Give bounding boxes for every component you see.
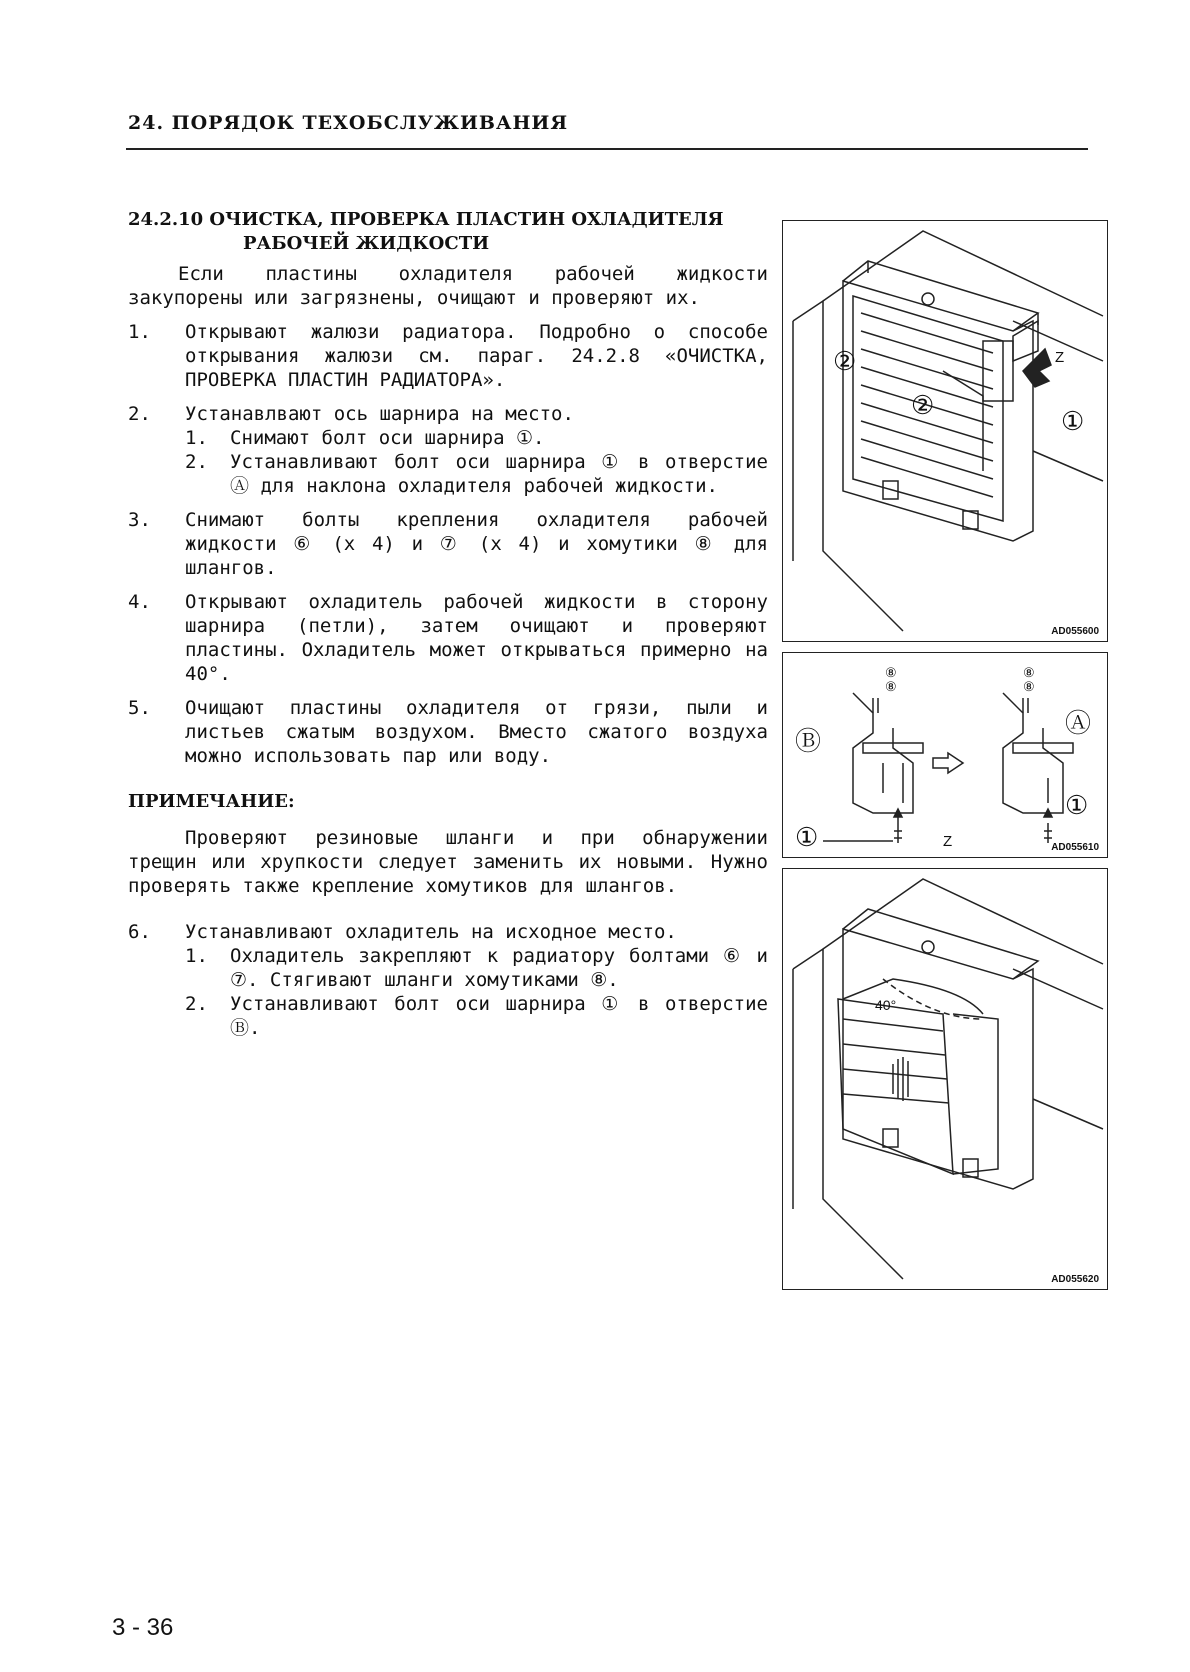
substep-item: [185, 944, 768, 992]
substep-text: Устанавливают болт оси шарнира ① в отверстие Ⓐ для наклона охладителя рабочей жидкости.: [230, 451, 768, 497]
substep-item: [185, 992, 768, 1040]
header-rule: [126, 148, 1088, 150]
substep-number: 1.: [185, 945, 208, 967]
substep-text: Охладитель закрепляют к радиатору болтами ⑥ и ⑦. Стягивают шланги хомутиками ⑧.: [230, 945, 768, 991]
step-text: Снимают болты крепления охладителя рабочей жидкости ⑥ (х 4) и ⑦ (х 4) и хомутики ⑧ для шлангов.: [185, 509, 768, 579]
washer-callout: ⑧: [885, 680, 897, 695]
substep-number: 2.: [185, 993, 208, 1015]
step-item: [128, 590, 768, 686]
callout-1-right: ①: [1065, 791, 1089, 821]
callout-2-center: ②: [911, 391, 935, 421]
step-number: 3.: [128, 509, 151, 531]
step-item: [128, 402, 768, 498]
step-text: Открывают охладитель рабочей жидкости в сторону шарнира (петли), затем очищают и проверяют пластины. Охладитель может открываться примерно на 40°.: [185, 591, 768, 685]
step-number: 1.: [128, 321, 151, 343]
section-title-line2: РАБОЧЕЙ ЖИДКОСТИ: [243, 233, 490, 254]
figure-1-drawing: [783, 221, 1107, 641]
figure-bolt-positions: [782, 652, 1108, 858]
step-text: Устанавливают охладитель на исходное место.: [185, 921, 677, 943]
step-number: 4.: [128, 591, 151, 613]
step-number: 5.: [128, 697, 151, 719]
page-header: 24. ПОРЯДОК ТЕХОБСЛУЖИВАНИЯ: [128, 112, 569, 134]
callout-1-right: ①: [1061, 407, 1085, 437]
section-title: [128, 208, 768, 256]
step-item: [128, 508, 768, 580]
step-number: 6.: [128, 921, 151, 943]
step-text: Открывают жалюзи радиатора. Подробно о способе открывания жалюзи см. параг. 24.2.8 «ОЧИСТКА, ПРОВЕРКА ПЛАСТИН РАДИАТОРА».: [185, 321, 768, 391]
step-text: Очищают пластины охладителя от грязи, пыли и листьев сжатым воздухом. Вместо сжатого воздуха можно использовать пар или воду.: [185, 697, 768, 767]
callout-2-left: ②: [833, 347, 857, 377]
washer-callout: ⑧: [1023, 666, 1035, 681]
note-title: ПРИМЕЧАНИЕ:: [128, 791, 295, 812]
text-column: [128, 208, 768, 1040]
substep-item: [185, 450, 768, 498]
callout-b: Ⓑ: [795, 727, 822, 757]
step-item: [128, 696, 768, 768]
substep-number: 2.: [185, 451, 208, 473]
callout-1-left: ①: [795, 823, 819, 853]
substep-text: Устанавливают болт оси шарнира ① в отверстие Ⓑ.: [230, 993, 768, 1039]
washer-callout: ⑧: [1023, 680, 1035, 695]
washer-callout: ⑧: [885, 666, 897, 681]
step-number: 2.: [128, 403, 151, 425]
substep-text: Снимают болт оси шарнира ①.: [230, 427, 545, 449]
angle-label: 40°: [875, 997, 897, 1013]
step-text: Устанавлвают ось шарнира на место.: [185, 403, 574, 425]
note-body: Проверяют резиновые шланги и при обнаружении трещин или хрупкости следует заменить их новыми. Нужно проверять также крепление хомутиков для шлангов.: [128, 827, 768, 897]
substep-item: [185, 426, 768, 450]
step-item: [128, 320, 768, 392]
figure-3-drawing: [783, 869, 1107, 1289]
figure-code: AD055610: [1051, 842, 1099, 853]
callout-a: Ⓐ: [1065, 709, 1092, 739]
step-item: [128, 920, 768, 1040]
view-z-label: Z: [943, 833, 953, 850]
figure-cooler-open: [782, 868, 1108, 1290]
figure-cooler-hinge: [782, 220, 1108, 642]
view-z-label: Z: [1055, 349, 1065, 366]
figure-2-drawing: [783, 653, 1107, 857]
substep-number: 1.: [185, 427, 208, 449]
section-title-line1: 24.2.10 ОЧИСТКА, ПРОВЕРКА ПЛАСТИН ОХЛАДИТЕЛЯ: [128, 209, 724, 230]
figure-code: AD055600: [1051, 626, 1099, 637]
figure-code: AD055620: [1051, 1274, 1099, 1285]
page-number: 3 - 36: [112, 1614, 174, 1641]
intro-paragraph: Если пластины охладителя рабочей жидкости закупорены или загрязнены, очищают и проверяют их.: [128, 263, 768, 309]
